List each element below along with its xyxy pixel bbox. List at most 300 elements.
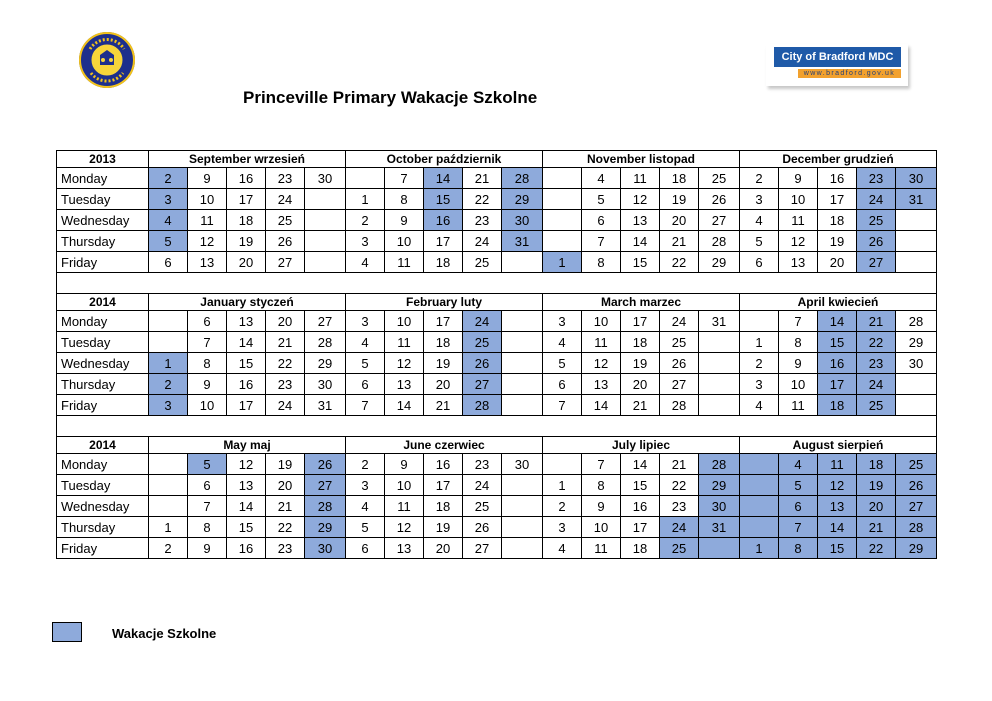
date-cell: 22 (660, 252, 699, 273)
date-cell: 26 (305, 454, 346, 475)
date-cell: 11 (385, 252, 424, 273)
date-cell: 11 (582, 332, 621, 353)
date-cell (699, 538, 740, 559)
date-cell (740, 496, 779, 517)
date-cell (896, 231, 937, 252)
month-header: November listopad (543, 151, 740, 168)
date-cell: 1 (543, 252, 582, 273)
day-name: Friday (57, 395, 149, 416)
date-cell (502, 353, 543, 374)
separator-row (57, 416, 937, 437)
date-cell: 26 (266, 231, 305, 252)
date-cell: 5 (346, 517, 385, 538)
date-cell: 27 (305, 311, 346, 332)
date-cell: 8 (582, 252, 621, 273)
date-cell: 13 (582, 374, 621, 395)
day-name: Wednesday (57, 496, 149, 517)
date-cell: 7 (346, 395, 385, 416)
holiday-legend-label: Wakacje Szkolne (112, 626, 217, 641)
date-cell: 2 (740, 353, 779, 374)
table-row (57, 210, 937, 231)
date-cell: 2 (149, 168, 188, 189)
date-cell: 14 (227, 496, 266, 517)
date-cell: 7 (582, 454, 621, 475)
date-cell: 7 (188, 332, 227, 353)
date-cell: 15 (227, 353, 266, 374)
date-cell: 21 (857, 311, 896, 332)
date-cell: 3 (346, 475, 385, 496)
date-cell (896, 395, 937, 416)
council-url: www.bradford.gov.uk (798, 69, 901, 78)
date-cell: 19 (424, 353, 463, 374)
date-cell: 21 (463, 168, 502, 189)
date-cell: 3 (740, 189, 779, 210)
date-cell (543, 231, 582, 252)
date-cell: 19 (227, 231, 266, 252)
date-cell: 23 (660, 496, 699, 517)
date-cell: 31 (699, 311, 740, 332)
date-cell: 11 (385, 332, 424, 353)
date-cell: 10 (779, 189, 818, 210)
date-cell (740, 475, 779, 496)
date-cell: 7 (779, 517, 818, 538)
table-row (57, 252, 937, 273)
date-cell (305, 231, 346, 252)
date-cell: 8 (779, 332, 818, 353)
year-header-row (57, 294, 937, 311)
date-cell (543, 168, 582, 189)
date-cell: 26 (463, 517, 502, 538)
date-cell: 24 (660, 311, 699, 332)
date-cell: 6 (779, 496, 818, 517)
date-cell: 21 (660, 231, 699, 252)
date-cell: 15 (621, 252, 660, 273)
date-cell: 22 (463, 189, 502, 210)
date-cell: 9 (188, 538, 227, 559)
date-cell: 28 (699, 231, 740, 252)
date-cell: 1 (346, 189, 385, 210)
date-cell: 21 (857, 517, 896, 538)
date-cell: 15 (227, 517, 266, 538)
date-cell: 27 (699, 210, 740, 231)
day-name: Monday (57, 168, 149, 189)
date-cell: 5 (543, 353, 582, 374)
date-cell: 13 (227, 311, 266, 332)
date-cell (543, 210, 582, 231)
date-cell: 9 (188, 168, 227, 189)
date-cell: 17 (621, 517, 660, 538)
table-row (57, 231, 937, 252)
separator-cell (57, 416, 937, 437)
year-label: 2014 (57, 294, 149, 311)
date-cell: 10 (779, 374, 818, 395)
date-cell: 19 (266, 454, 305, 475)
date-cell: 25 (896, 454, 937, 475)
date-cell: 29 (699, 475, 740, 496)
date-cell: 11 (582, 538, 621, 559)
date-cell: 11 (779, 395, 818, 416)
date-cell: 4 (149, 210, 188, 231)
date-cell (502, 252, 543, 273)
date-cell: 15 (621, 475, 660, 496)
date-cell: 10 (385, 231, 424, 252)
date-cell: 2 (740, 168, 779, 189)
date-cell (149, 475, 188, 496)
table-row (57, 353, 937, 374)
date-cell: 27 (857, 252, 896, 273)
date-cell: 8 (385, 189, 424, 210)
date-cell: 27 (305, 475, 346, 496)
date-cell: 13 (818, 496, 857, 517)
date-cell: 12 (188, 231, 227, 252)
date-cell: 22 (266, 517, 305, 538)
month-header: April kwiecień (740, 294, 937, 311)
date-cell (346, 168, 385, 189)
date-cell: 17 (818, 374, 857, 395)
date-cell: 11 (385, 496, 424, 517)
date-cell: 14 (621, 231, 660, 252)
separator-row (57, 273, 937, 294)
date-cell: 20 (857, 496, 896, 517)
date-cell: 18 (660, 168, 699, 189)
date-cell (543, 189, 582, 210)
date-cell: 21 (266, 496, 305, 517)
date-cell: 8 (779, 538, 818, 559)
month-header: October październik (346, 151, 543, 168)
date-cell: 24 (660, 517, 699, 538)
date-cell: 9 (385, 210, 424, 231)
date-cell: 5 (149, 231, 188, 252)
month-header: January styczeń (149, 294, 346, 311)
date-cell: 17 (424, 475, 463, 496)
date-cell: 5 (779, 475, 818, 496)
year-label: 2014 (57, 437, 149, 454)
date-cell: 19 (660, 189, 699, 210)
date-cell: 30 (896, 353, 937, 374)
date-cell: 24 (857, 189, 896, 210)
date-cell: 4 (740, 210, 779, 231)
date-cell: 14 (227, 332, 266, 353)
date-cell: 16 (818, 353, 857, 374)
date-cell: 5 (188, 454, 227, 475)
date-cell: 7 (779, 311, 818, 332)
day-name: Thursday (57, 374, 149, 395)
date-cell: 4 (543, 332, 582, 353)
date-cell: 30 (896, 168, 937, 189)
day-name: Thursday (57, 231, 149, 252)
date-cell: 25 (463, 252, 502, 273)
date-cell: 9 (582, 496, 621, 517)
date-cell: 2 (543, 496, 582, 517)
year-label: 2013 (57, 151, 149, 168)
date-cell: 27 (896, 496, 937, 517)
date-cell: 27 (660, 374, 699, 395)
date-cell: 11 (188, 210, 227, 231)
date-cell: 28 (463, 395, 502, 416)
date-cell: 28 (896, 311, 937, 332)
day-name: Monday (57, 454, 149, 475)
date-cell: 7 (385, 168, 424, 189)
date-cell: 24 (266, 189, 305, 210)
date-cell: 9 (779, 168, 818, 189)
day-name: Wednesday (57, 353, 149, 374)
day-name: Thursday (57, 517, 149, 538)
date-cell: 24 (463, 475, 502, 496)
month-header: September wrzesień (149, 151, 346, 168)
date-cell: 26 (857, 231, 896, 252)
date-cell: 3 (346, 231, 385, 252)
date-cell: 30 (305, 168, 346, 189)
date-cell: 6 (346, 374, 385, 395)
date-cell: 21 (621, 395, 660, 416)
date-cell: 19 (621, 353, 660, 374)
date-cell: 18 (424, 252, 463, 273)
table-row (57, 454, 937, 475)
date-cell: 16 (227, 374, 266, 395)
date-cell: 6 (740, 252, 779, 273)
date-cell: 20 (621, 374, 660, 395)
date-cell: 23 (463, 210, 502, 231)
date-cell: 29 (305, 353, 346, 374)
date-cell: 20 (818, 252, 857, 273)
date-cell: 16 (818, 168, 857, 189)
date-cell: 31 (305, 395, 346, 416)
date-cell (896, 252, 937, 273)
date-cell: 4 (346, 252, 385, 273)
date-cell: 17 (227, 395, 266, 416)
date-cell: 4 (582, 168, 621, 189)
date-cell: 13 (188, 252, 227, 273)
table-row (57, 332, 937, 353)
date-cell: 28 (660, 395, 699, 416)
city-of-bradford-logo (766, 44, 908, 86)
day-name: Tuesday (57, 332, 149, 353)
date-cell (502, 374, 543, 395)
date-cell: 28 (305, 496, 346, 517)
date-cell: 23 (857, 353, 896, 374)
date-cell (502, 517, 543, 538)
date-cell: 25 (463, 332, 502, 353)
date-cell (740, 517, 779, 538)
date-cell: 11 (621, 168, 660, 189)
date-cell: 17 (424, 231, 463, 252)
page-title: Princeville Primary Wakacje Szkolne (243, 88, 538, 107)
date-cell: 12 (385, 517, 424, 538)
holiday-calendar-table (56, 150, 937, 559)
date-cell: 6 (543, 374, 582, 395)
date-cell: 19 (818, 231, 857, 252)
date-cell: 25 (660, 538, 699, 559)
date-cell: 6 (346, 538, 385, 559)
date-cell: 16 (227, 538, 266, 559)
date-cell: 24 (463, 231, 502, 252)
date-cell (149, 332, 188, 353)
date-cell: 25 (660, 332, 699, 353)
date-cell (699, 353, 740, 374)
month-header: February luty (346, 294, 543, 311)
date-cell: 29 (699, 252, 740, 273)
date-cell (740, 311, 779, 332)
date-cell: 22 (266, 353, 305, 374)
date-cell: 5 (582, 189, 621, 210)
date-cell: 19 (857, 475, 896, 496)
date-cell: 10 (188, 395, 227, 416)
date-cell: 26 (699, 189, 740, 210)
date-cell: 15 (818, 538, 857, 559)
date-cell (502, 332, 543, 353)
date-cell: 14 (385, 395, 424, 416)
date-cell: 14 (818, 311, 857, 332)
date-cell: 12 (779, 231, 818, 252)
month-header: March marzec (543, 294, 740, 311)
date-cell: 16 (621, 496, 660, 517)
date-cell: 13 (385, 374, 424, 395)
date-cell: 13 (385, 538, 424, 559)
date-cell: 23 (857, 168, 896, 189)
year-header-row (57, 151, 937, 168)
day-name: Tuesday (57, 189, 149, 210)
date-cell: 4 (346, 332, 385, 353)
date-cell (502, 496, 543, 517)
date-cell: 31 (502, 231, 543, 252)
date-cell: 1 (149, 353, 188, 374)
date-cell: 13 (621, 210, 660, 231)
date-cell: 30 (305, 374, 346, 395)
date-cell: 15 (818, 332, 857, 353)
date-cell: 30 (699, 496, 740, 517)
date-cell: 27 (266, 252, 305, 273)
date-cell: 3 (543, 517, 582, 538)
day-name: Wednesday (57, 210, 149, 231)
day-name: Friday (57, 538, 149, 559)
date-cell: 20 (424, 538, 463, 559)
date-cell: 14 (424, 168, 463, 189)
date-cell: 13 (227, 475, 266, 496)
date-cell: 20 (266, 475, 305, 496)
date-cell: 31 (699, 517, 740, 538)
date-cell: 9 (385, 454, 424, 475)
date-cell: 1 (543, 475, 582, 496)
date-cell: 20 (424, 374, 463, 395)
date-cell: 23 (266, 168, 305, 189)
date-cell: 29 (896, 332, 937, 353)
date-cell: 12 (582, 353, 621, 374)
table-row (57, 475, 937, 496)
table-row (57, 311, 937, 332)
table-row (57, 374, 937, 395)
date-cell (699, 374, 740, 395)
date-cell: 2 (149, 538, 188, 559)
date-cell: 6 (149, 252, 188, 273)
date-cell: 24 (463, 311, 502, 332)
date-cell: 25 (699, 168, 740, 189)
table-row (57, 189, 937, 210)
date-cell: 21 (660, 454, 699, 475)
date-cell: 1 (740, 332, 779, 353)
date-cell: 2 (149, 374, 188, 395)
date-cell: 25 (266, 210, 305, 231)
date-cell (149, 454, 188, 475)
date-cell: 26 (896, 475, 937, 496)
date-cell: 16 (227, 168, 266, 189)
date-cell: 23 (266, 538, 305, 559)
date-cell (699, 395, 740, 416)
date-cell (896, 210, 937, 231)
date-cell: 17 (424, 311, 463, 332)
date-cell: 12 (227, 454, 266, 475)
date-cell: 9 (779, 353, 818, 374)
date-cell: 11 (779, 210, 818, 231)
month-header: December grudzień (740, 151, 937, 168)
date-cell: 23 (463, 454, 502, 475)
date-cell: 6 (582, 210, 621, 231)
date-cell: 2 (346, 210, 385, 231)
date-cell: 4 (740, 395, 779, 416)
table-row (57, 496, 937, 517)
date-cell (149, 311, 188, 332)
date-cell: 21 (424, 395, 463, 416)
year-header-row (57, 437, 937, 454)
month-header: June czerwiec (346, 437, 543, 454)
date-cell: 31 (896, 189, 937, 210)
date-cell: 3 (149, 395, 188, 416)
date-cell: 20 (266, 311, 305, 332)
date-cell: 14 (582, 395, 621, 416)
date-cell: 28 (305, 332, 346, 353)
date-cell: 12 (621, 189, 660, 210)
date-cell: 4 (543, 538, 582, 559)
date-cell: 27 (463, 538, 502, 559)
date-cell: 18 (818, 395, 857, 416)
date-cell: 29 (305, 517, 346, 538)
date-cell: 3 (543, 311, 582, 332)
date-cell: 1 (149, 517, 188, 538)
date-cell: 22 (857, 538, 896, 559)
date-cell (149, 496, 188, 517)
date-cell: 3 (149, 189, 188, 210)
month-header: May maj (149, 437, 346, 454)
date-cell (740, 454, 779, 475)
table-row (57, 395, 937, 416)
date-cell: 11 (818, 454, 857, 475)
day-name: Monday (57, 311, 149, 332)
separator-cell (57, 273, 937, 294)
date-cell: 14 (621, 454, 660, 475)
date-cell: 4 (779, 454, 818, 475)
date-cell: 10 (385, 475, 424, 496)
date-cell: 21 (266, 332, 305, 353)
date-cell: 28 (896, 517, 937, 538)
date-cell: 6 (188, 311, 227, 332)
date-cell: 8 (188, 517, 227, 538)
date-cell: 29 (502, 189, 543, 210)
date-cell: 26 (463, 353, 502, 374)
date-cell (896, 374, 937, 395)
council-name: City of Bradford MDC (774, 47, 901, 67)
date-cell: 18 (424, 332, 463, 353)
date-cell: 18 (621, 538, 660, 559)
date-cell: 26 (660, 353, 699, 374)
table-row (57, 168, 937, 189)
date-cell: 14 (818, 517, 857, 538)
date-cell: 17 (818, 189, 857, 210)
date-cell: 17 (621, 311, 660, 332)
date-cell: 1 (740, 538, 779, 559)
date-cell (502, 395, 543, 416)
date-cell: 29 (896, 538, 937, 559)
date-cell: 25 (857, 395, 896, 416)
day-name: Friday (57, 252, 149, 273)
